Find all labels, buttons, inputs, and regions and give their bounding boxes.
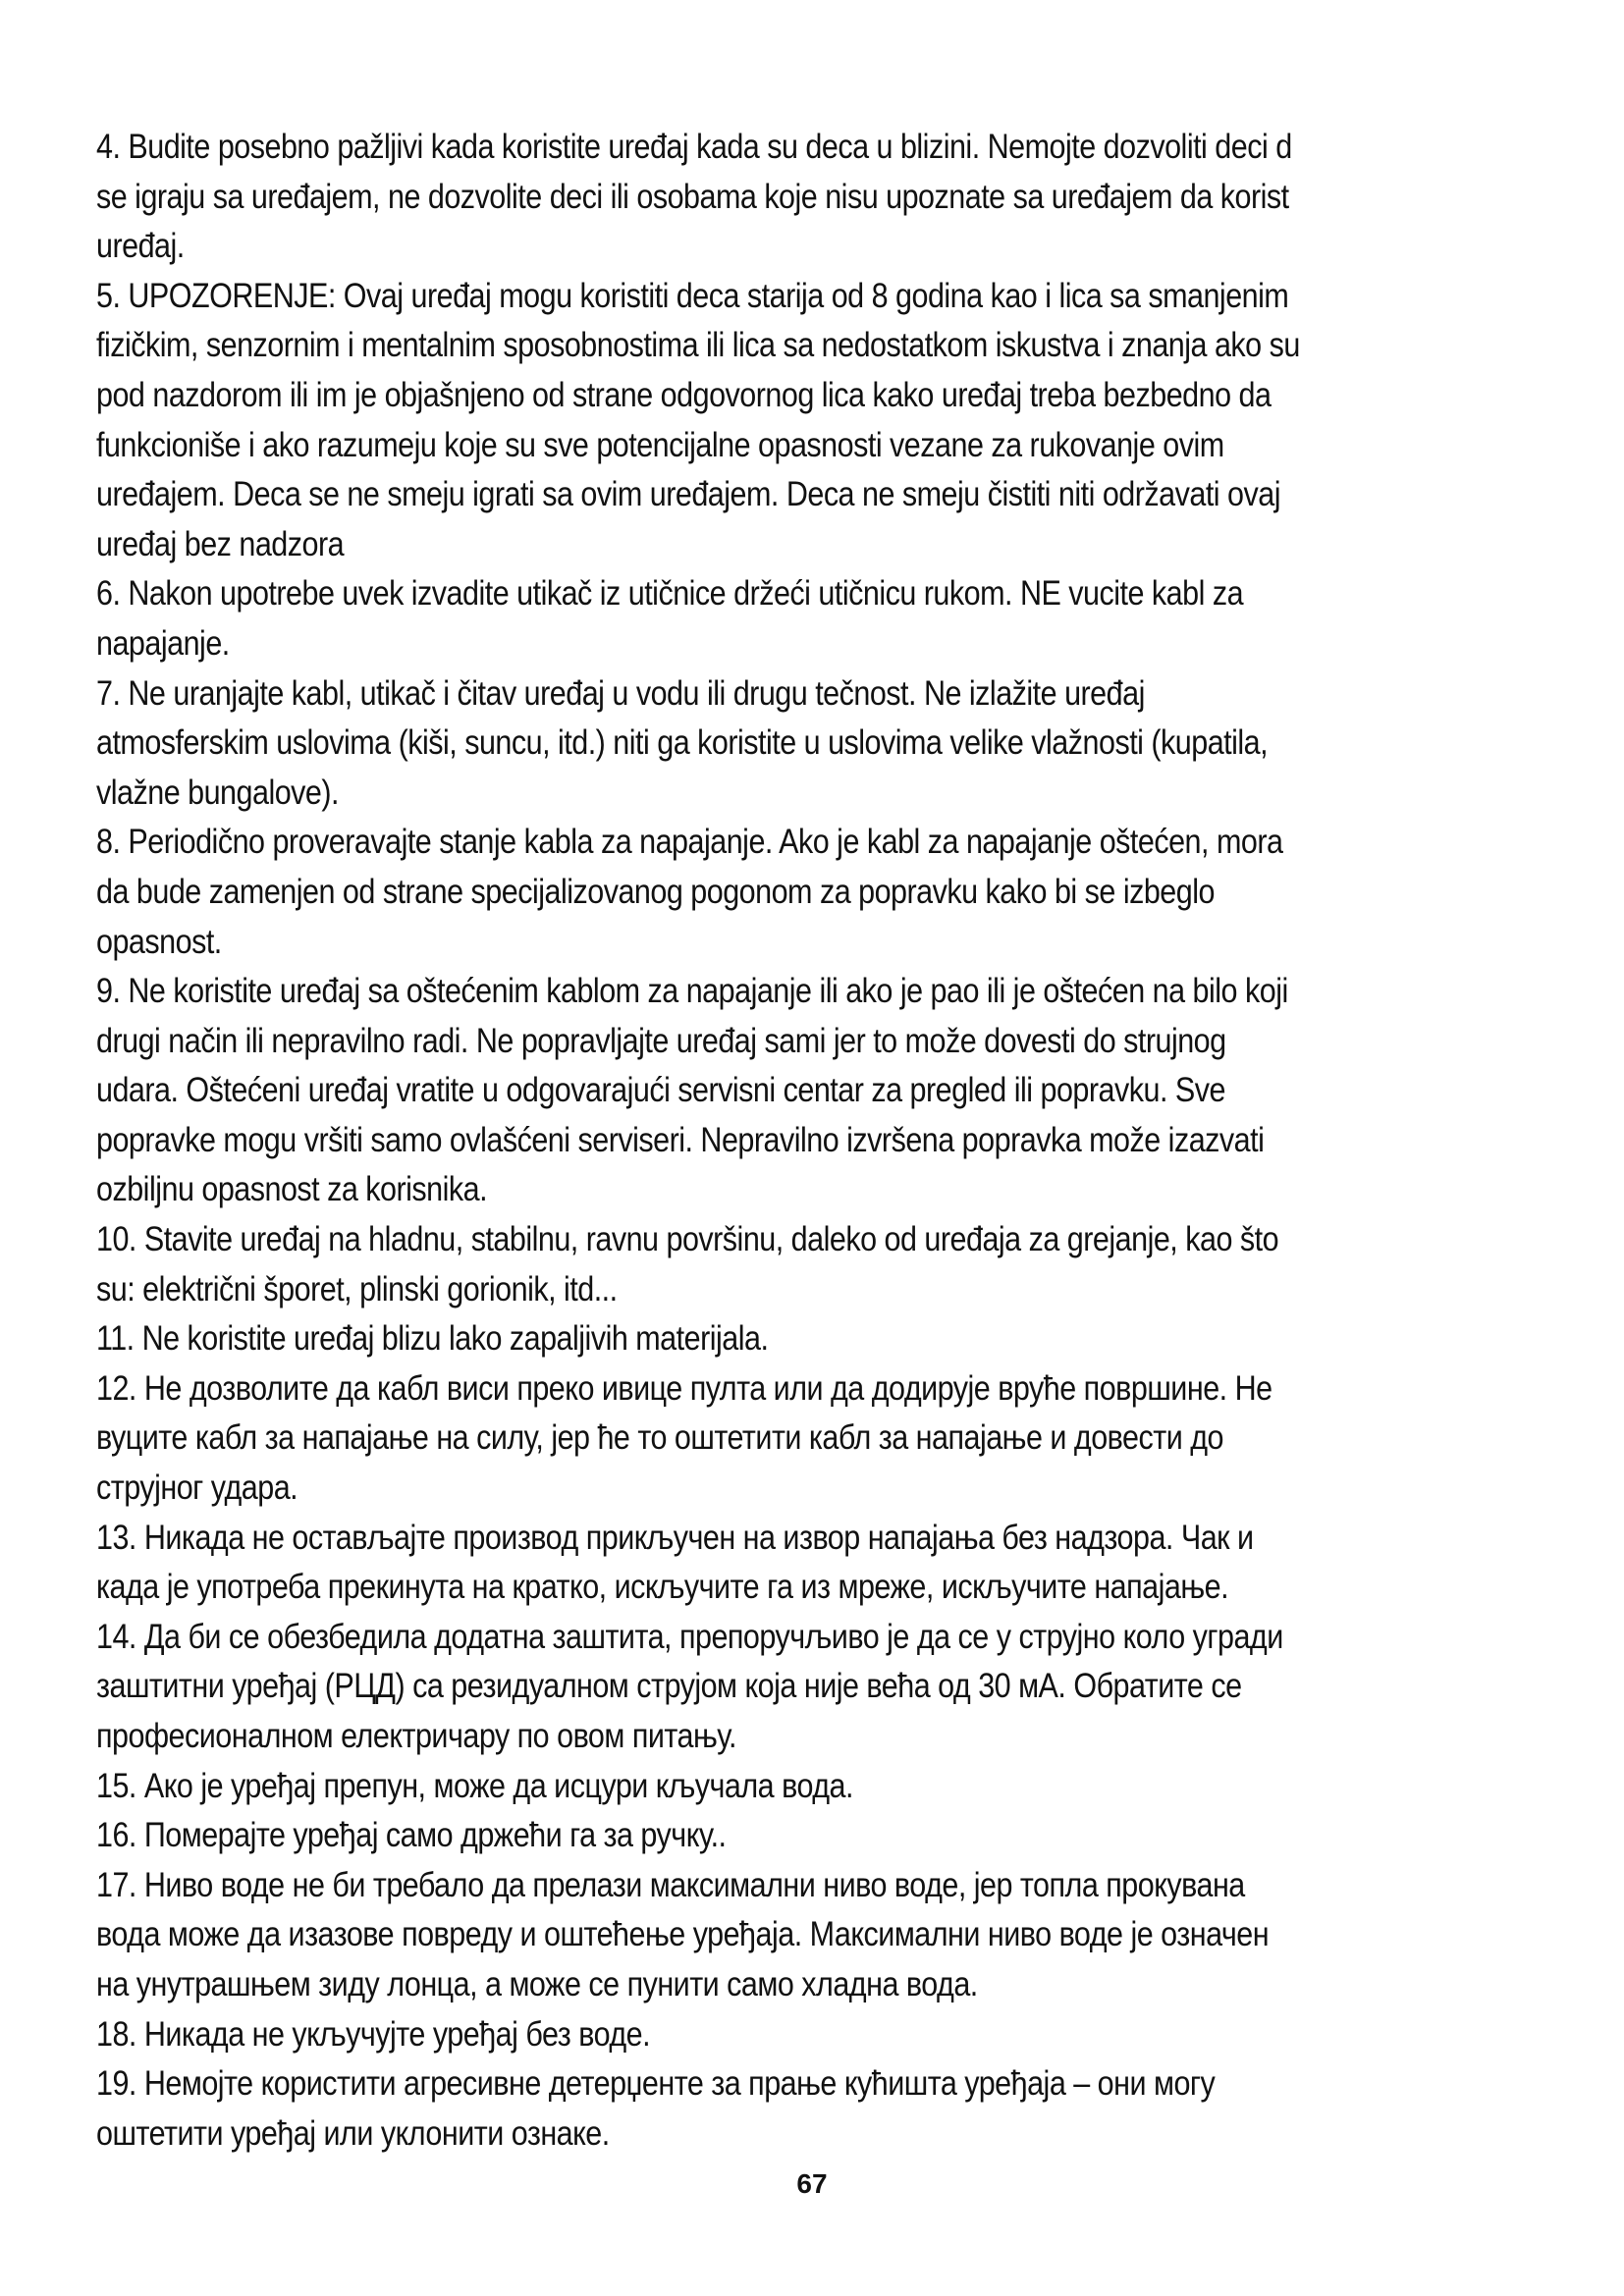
instruction-item-8: 8. Periodično proveravajte stanje kabla za napajanje. Ako je kabl za napajanje oštećen, mora da bude zamenjen od strane specijalizovanog pogonom za popravku kako bi se izbeglo opasnost. bbox=[96, 822, 1283, 961]
instruction-item-5: 5. UPOZORENJE: Ovaj uređaj mogu koristiti deca starija od 8 godina kao i lica sa smanjenim fizičkim, senzornim i mentalnim sposobnostima ili lica sa nedostatkom iskustva i znanja ako su pod nazdorom ili im je objašnjeno od strane odgovornog lica kako uređaj treba bezbedno da funkcioniše i ako razumeju koje su sve potencijalne opasnosti vezane za rukovanje ovim uređajem. Deca se ne smeju igrati sa ovim uređajem. Deca ne smeju čistiti niti održavati ovaj uređaj bez nadzora bbox=[96, 275, 1300, 563]
instruction-item-17: 17. Ниво воде не би требало да прелази максимални ниво воде, јер топла прокувана вода може да изазове повреду и оштећење уређаја. Максимални ниво воде је означен на унутрашњем зиду лонца, а може се пунити само хладна вода. bbox=[96, 1864, 1270, 2003]
instruction-item-14: 14. Да би се обезбедила додатна заштита, препоручљиво је да се у струјно коло угради заштитни уређај (РЦД) са резидуалном струјом која није већа од 30 мА. Обратите се професионалном електричару по овом питању. bbox=[96, 1616, 1283, 1755]
instruction-item-18: 18. Никада не укључујте уређај без воде. bbox=[96, 2013, 651, 2054]
instruction-item-6: 6. Nakon upotrebe uvek izvadite utikač iz utičnice držeći utičnicu rukom. NE vucite kabl za napajanje. bbox=[96, 573, 1244, 663]
instruction-item-10: 10. Stavite uređaj na hladnu, stabilnu, ravnu površinu, daleko od uređaja za grejanje, kao što su: električni šporet, plinski gorionik, itd... bbox=[96, 1219, 1279, 1308]
instruction-item-19: 19. Немојте користити агресивне детерџенте за прање кућишта уређаја – они могу оштетити уређај или уклонити ознаке. bbox=[96, 2063, 1216, 2153]
instruction-item-9: 9. Ne koristite uređaj sa oštećenim kablom za napajanje ili ako je pao ili je oštećen na bilo koji drugi način ili nepravilno radi. Ne popravljajte uređaj sami jer to može dovesti do strujnog udara. Oštećeni uređaj vratite u odgovarajući servisni centar za pregled ili popravku. Sve popravke mogu vršiti samo ovlašćeni serviseri. Nepravilno izvršena popravka može izazvati ozbiljnu opasnost za korisnika. bbox=[96, 971, 1288, 1209]
instruction-item-15: 15. Ако је уређај препун, може да исцури кључала вода. bbox=[96, 1765, 853, 1805]
instruction-item-16: 16. Померајте уређај само држећи га за ручку.. bbox=[96, 1815, 727, 1855]
instruction-item-12: 12. Не дозволите да кабл виси преко ивице пулта или да додирује вруће површине. Не вуците кабл за напајање на силу, јер ће то оштетити кабл за напајање и довести до струјног удара. bbox=[96, 1367, 1272, 1508]
instruction-item-4: 4. Budite posebno pažljivi kada koristite uređaj kada su deca u blizini. Nemojte dozvoliti deci d se igraju sa uređajem, ne dozvolite deci ili osobama koje nisu upoznate sa uređajem da korist uređaj. bbox=[96, 127, 1292, 266]
page-number: 67 bbox=[796, 2168, 828, 2199]
instruction-item-11: 11. Ne koristite uređaj blizu lako zapaljivih materijala. bbox=[96, 1318, 769, 1359]
instruction-item-7: 7. Ne uranjajte kabl, utikač i čitav uređaj u vodu ili drugu tečnost. Ne izlažite uređaj atmosferskim uslovima (kiši, suncu, itd.) niti ga koristite u uslovima velike vlažnosti (kupatila, vlažne bungalove). bbox=[96, 672, 1269, 812]
instruction-item-13: 13. Никада не остављајте производ прикључен на извор напајања без надзора. Чак и када је употреба прекинута на кратко, искључите га из мреже, искључите напајање. bbox=[96, 1517, 1254, 1607]
safety-instructions bbox=[96, 122, 1388, 2158]
